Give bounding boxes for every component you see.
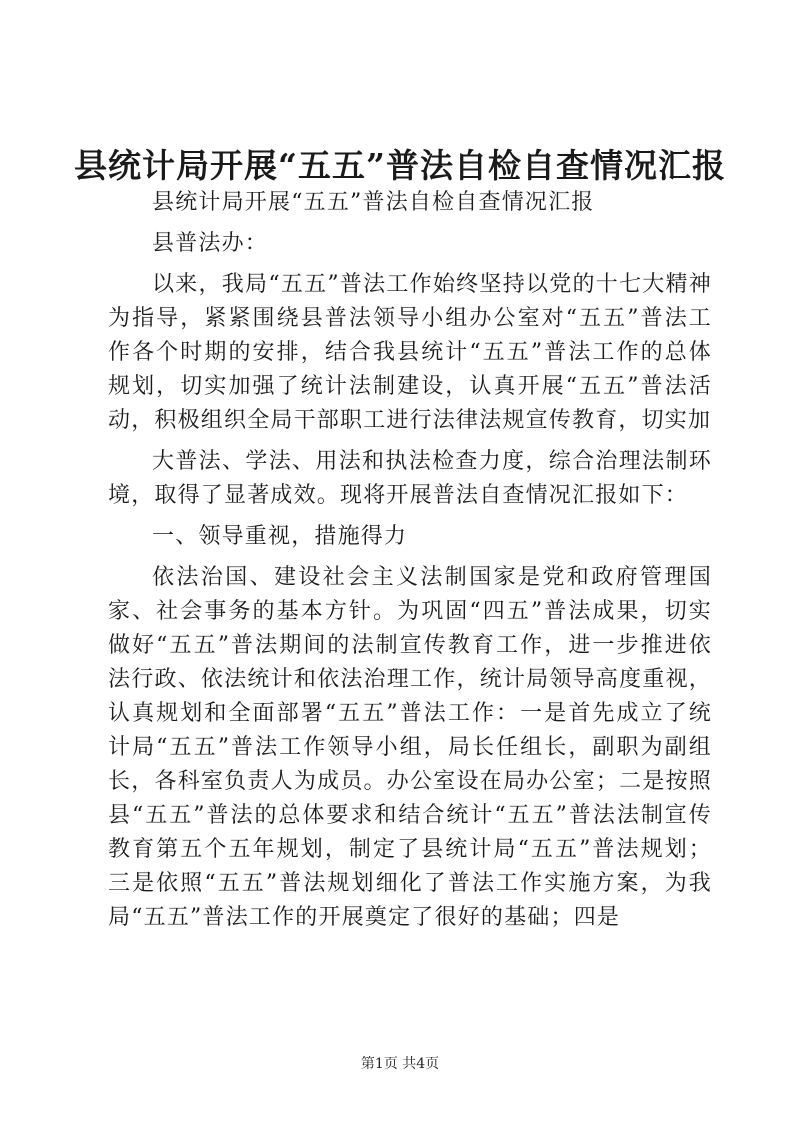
paragraph-section-1: 依法治国、建设社会主义法制国家是党和政府管理国家、社会事务的基本方针。为巩固“四五”普法成果，切实做好“五五”普法期间的法制宣传教育工作，进一步推进依法行政、依法统计和依法治理工作，统计局领导高度重视，认真规划和全面部署“五五”普法工作：一是首先成立了统计局“五五”普法工作领导小组，局长任组长，副职为副组长，各科室负责人为成员。办公室设在局办公室；二是按照县“五五”普法的总体要求和结合统计“五五”普法法制宣传教育第五个五年规划，制定了县统计局“五五”普法规划；三是依照“五五”普法规划细化了普法工作实施方案，为我局“五五”普法工作的开展奠定了很好的基础；四是 [108, 565, 712, 930]
paragraph-subtitle: 县统计局开展“五五”普法自检自查情况汇报 [152, 190, 595, 215]
section-heading-1: 一、领导重视，措施得力 [152, 524, 408, 549]
page-indicator: 第1页 共4页 [360, 1056, 440, 1072]
document-body [108, 186, 712, 935]
document-title: 县统计局开展“五五”普法自检自查情况汇报 [74, 146, 726, 185]
paragraph-salutation: 县普法办： [152, 231, 269, 256]
paragraph-intro: 以来，我局“五五”普法工作始终坚持以党的十七大精神为指导，紧紧围绕县普法领导小组办公室对“五五”普法工作各个时期的安排，结合我县统计“五五”普法工作的总体规划，切实加强了统计法制建设，认真开展“五五”普法活动，积极组织全局干部职工进行法律法规宣传教育，切实加 [108, 272, 712, 433]
paragraph-intro-continued: 大普法、学法、用法和执法检查力度，综合治理法制环境，取得了显著成效。现将开展普法自查情况汇报如下： [108, 449, 712, 508]
